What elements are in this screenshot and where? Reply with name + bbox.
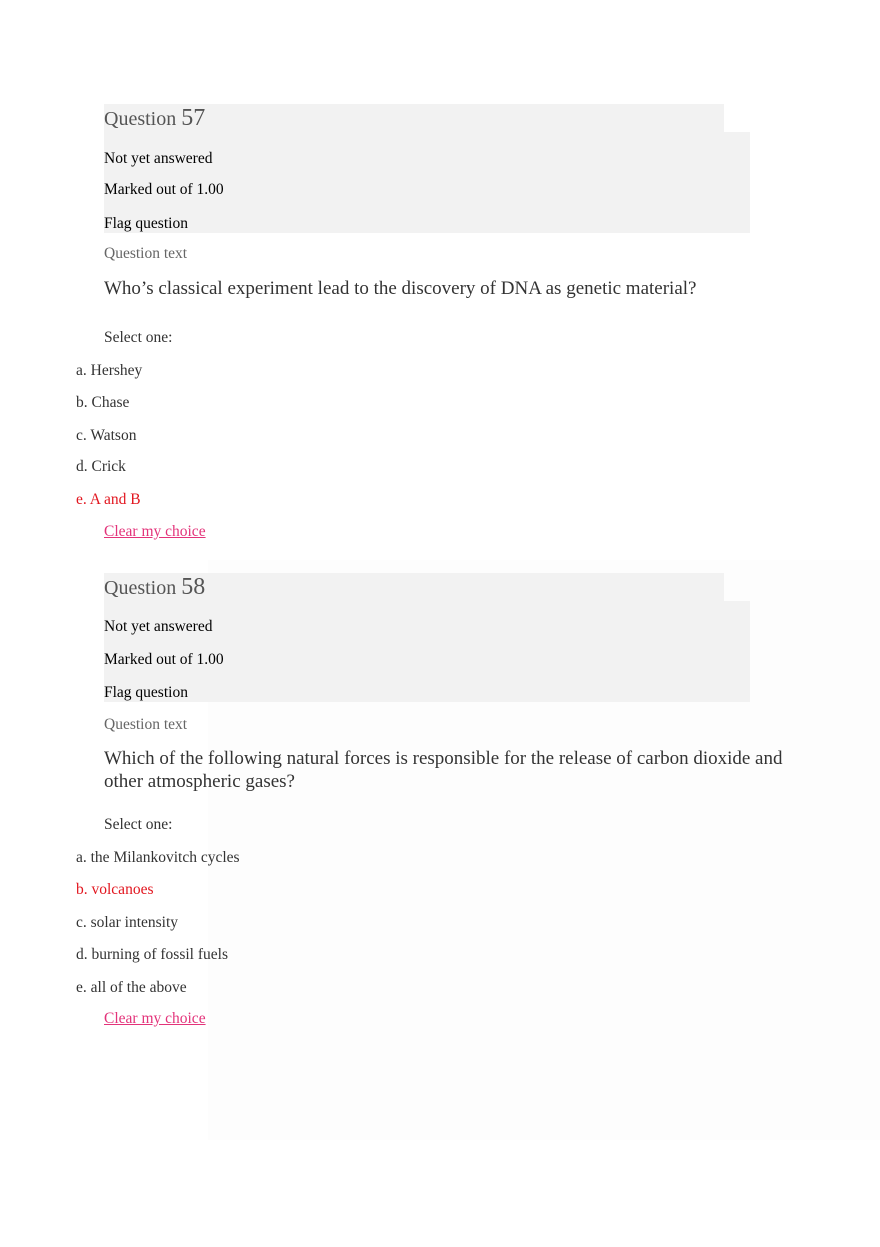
answer-option-e[interactable]: e. A and B [76, 491, 141, 508]
question-text: Which of the following natural forces is responsible for the release of carbon dioxide and other atmospheric gases? [104, 748, 783, 792]
question-status: Not yet answered [104, 618, 213, 635]
question-title-word: Question [104, 108, 177, 130]
answer-option-c[interactable]: c. Watson [76, 427, 137, 444]
question-marks: Marked out of 1.00 [104, 651, 224, 668]
clear-choice-link[interactable]: Clear my choice [104, 1010, 206, 1027]
question-number: 57 [181, 105, 206, 131]
question-text-label: Question text [104, 245, 188, 262]
answer-option-c[interactable]: c. solar intensity [76, 914, 179, 931]
question-status: Not yet answered [104, 150, 213, 167]
question-title-word: Question [104, 577, 177, 599]
flag-question-link[interactable]: Flag question [104, 684, 188, 701]
question-text: Who’s classical experiment lead to the discovery of DNA as genetic material? [104, 278, 697, 299]
flag-question-link[interactable]: Flag question [104, 215, 188, 232]
answer-option-b[interactable]: b. Chase [76, 394, 130, 411]
question-title [104, 574, 205, 601]
answer-option-d[interactable]: d. Crick [76, 458, 126, 475]
question-number: 58 [181, 574, 206, 600]
select-one-label: Select one: [104, 816, 173, 833]
answer-option-e[interactable]: e. all of the above [76, 979, 187, 996]
question-title [104, 105, 205, 132]
question-text-label: Question text [104, 716, 188, 733]
clear-choice-link[interactable]: Clear my choice [104, 523, 206, 540]
select-one-label: Select one: [104, 329, 173, 346]
answer-option-d[interactable]: d. burning of fossil fuels [76, 946, 228, 963]
answer-option-a[interactable]: a. the Milankovitch cycles [76, 849, 240, 866]
question-marks: Marked out of 1.00 [104, 181, 224, 198]
answer-option-a[interactable]: a. Hershey [76, 362, 143, 379]
answer-option-b[interactable]: b. volcanoes [76, 881, 154, 898]
